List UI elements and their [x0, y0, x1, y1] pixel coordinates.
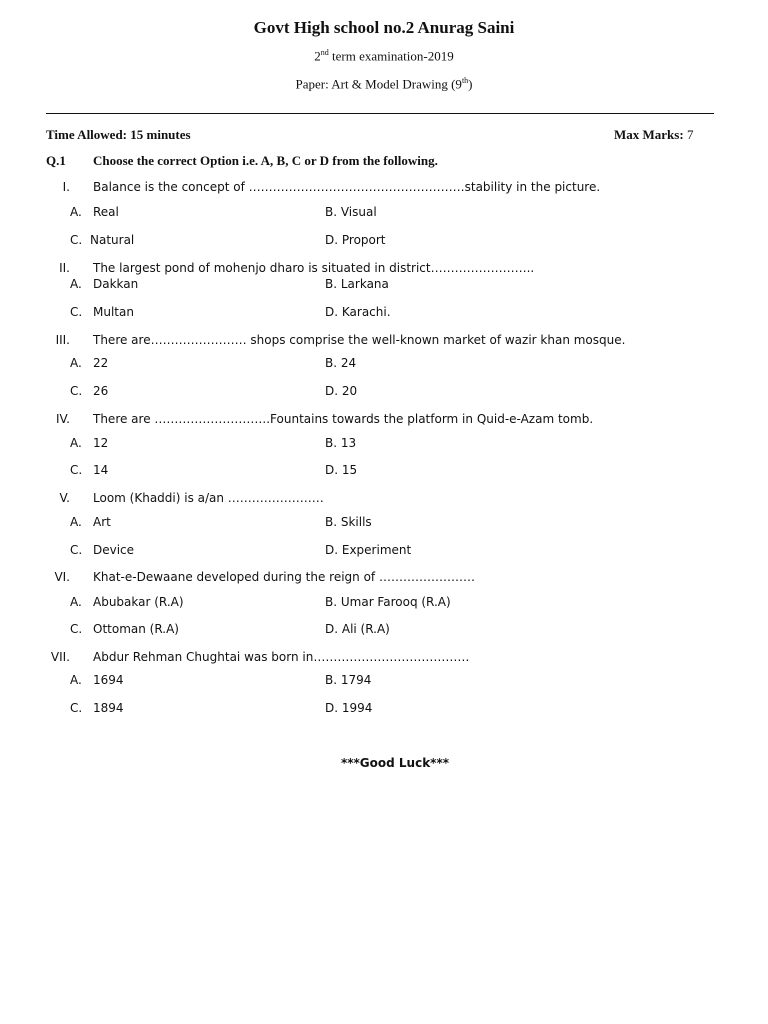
option-a-letter: A. — [70, 515, 82, 529]
option-a-letter: A. — [70, 673, 82, 687]
header-divider — [46, 113, 714, 114]
option-d: D. Karachi. — [325, 305, 391, 319]
question-number: Q.1 — [46, 153, 66, 168]
option-d: D. 1994 — [325, 701, 373, 715]
paper-suffix: ) — [468, 76, 473, 92]
time-label: Time Allowed: — [46, 127, 128, 142]
option-c: Natural — [90, 233, 135, 247]
option-b: B. 13 — [325, 436, 357, 450]
option-a: 1694 — [93, 673, 124, 687]
option-a-letter: A. — [70, 277, 82, 291]
option-c: Multan — [93, 305, 134, 319]
option-c: Ottoman (R.A) — [93, 622, 179, 636]
option-d: D. Ali (R.A) — [325, 622, 390, 636]
item-numeral: II. — [59, 261, 70, 275]
option-c-letter: C. — [70, 622, 83, 636]
option-d: D. Experiment — [325, 543, 412, 557]
paper-prefix: Paper: Art & Model Drawing (9 — [295, 76, 462, 92]
option-a-letter: A. — [70, 356, 82, 370]
option-a: Dakkan — [93, 277, 139, 291]
item-numeral: I. — [62, 180, 70, 194]
item-question: Loom (Khaddi) is a/an …………………… — [93, 491, 324, 505]
option-b: B. 1794 — [325, 673, 372, 687]
option-a-letter: A. — [70, 436, 82, 450]
option-c-letter: C. — [70, 701, 83, 715]
paper-superscript: th — [461, 76, 469, 85]
item-question: Khat-e-Dewaane developed during the reign of …………………… — [93, 570, 475, 584]
option-b: B. Visual — [325, 205, 377, 219]
option-d: D. 20 — [325, 384, 358, 398]
option-b: B. Skills — [325, 515, 372, 529]
item-question: The largest pond of mohenjo dharo is situated in district…………………….. — [93, 261, 535, 275]
term-number: 2 — [314, 48, 321, 64]
item-numeral: IV. — [55, 412, 70, 426]
option-a: Real — [93, 205, 119, 219]
time-value: 15 minutes — [130, 127, 191, 142]
max-marks — [614, 127, 693, 143]
school-title: Govt High school no.2 Anurag Saini — [253, 18, 515, 37]
item-numeral: V. — [59, 491, 70, 505]
option-a: 12 — [93, 436, 109, 450]
option-a-letter: A. — [70, 205, 82, 219]
option-c: 1894 — [93, 701, 124, 715]
term-superscript: nd — [320, 48, 329, 57]
option-b: B. Umar Farooq (R.A) — [325, 595, 451, 609]
item-question: Abdur Rehman Chughtai was born in………………………………… — [93, 650, 470, 664]
option-c: 14 — [93, 463, 109, 477]
option-c: Device — [93, 543, 135, 557]
term-text: term examination-2019 — [328, 48, 454, 64]
option-c: 26 — [93, 384, 109, 398]
marks-label: Max Marks: — [614, 127, 684, 142]
item-numeral: VI. — [54, 570, 70, 584]
time-allowed — [46, 127, 191, 143]
option-d: D. 15 — [325, 463, 358, 477]
paper-title — [0, 76, 768, 92]
exam-term — [0, 48, 768, 64]
option-b: B. 24 — [325, 356, 357, 370]
item-question: Balance is the concept of ………………………………………………stability in the picture. — [93, 180, 601, 194]
item-numeral: III. — [55, 333, 70, 347]
option-c-letter: C. — [70, 384, 83, 398]
option-b: B. Larkana — [325, 277, 389, 291]
option-d: D. Proport — [325, 233, 386, 247]
option-c-letter: C. — [70, 543, 83, 557]
item-numeral: VII. — [50, 650, 70, 664]
option-c-letter: C. — [70, 305, 83, 319]
option-a-letter: A. — [70, 595, 82, 609]
marks-value: 7 — [686, 127, 694, 142]
option-a: 22 — [93, 356, 109, 370]
good-luck-footer: ***Good Luck*** — [340, 756, 450, 770]
item-question: There are ………………………..Fountains towards the platform in Quid-e-Azam tomb. — [93, 412, 594, 426]
option-c-letter: C. — [70, 233, 83, 247]
option-a: Art — [93, 515, 111, 529]
question-instruction: Choose the correct Option i.e. A, B, C or D from the following. — [93, 153, 438, 168]
option-a: Abubakar (R.A) — [93, 595, 184, 609]
option-c-letter: C. — [70, 463, 83, 477]
item-question: There are…………………… shops comprise the well-known market of wazir khan mosque. — [93, 333, 626, 347]
